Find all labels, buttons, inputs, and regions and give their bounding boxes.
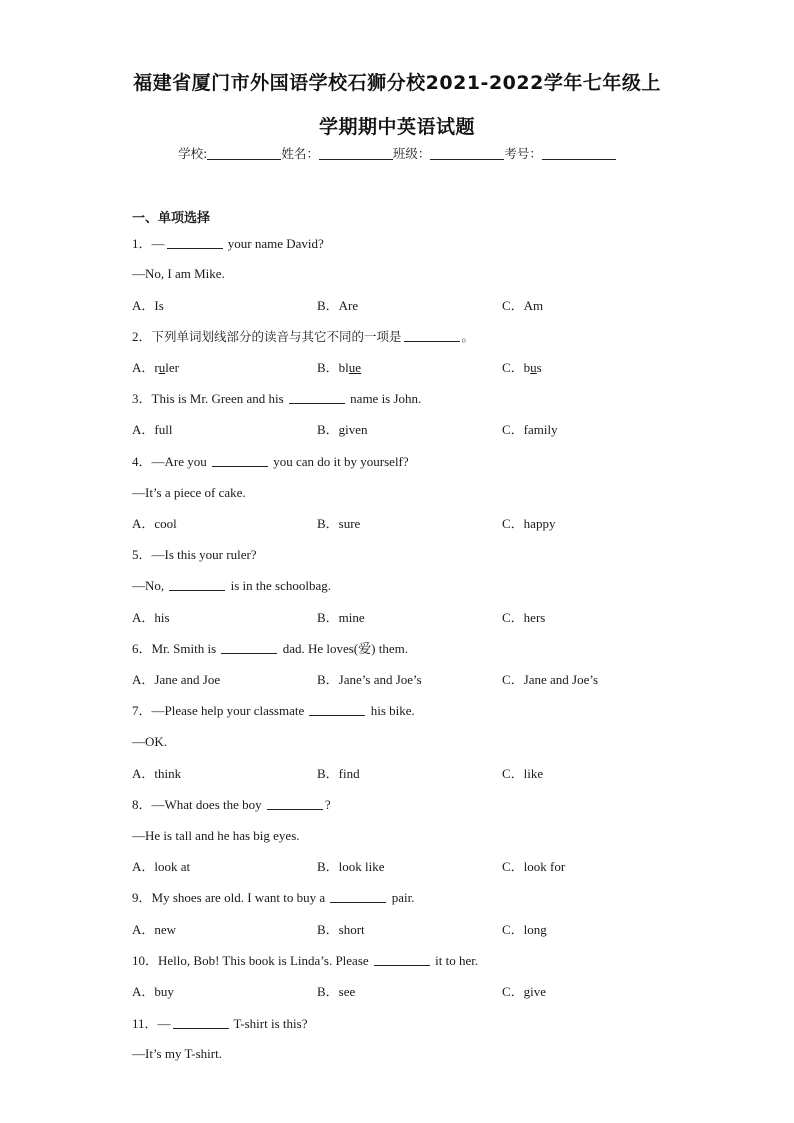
question-11-reply: —It’s my T-shirt.	[132, 1046, 222, 1061]
name-label: 姓名：	[281, 146, 319, 161]
answer-blank	[374, 953, 430, 966]
answer-blank	[309, 703, 365, 716]
q9-option-a: A．new	[132, 922, 177, 937]
number-blank	[542, 145, 616, 160]
question-4: 4．—Are you you can do it by yourself?	[132, 454, 409, 469]
q5-option-a: A．his	[132, 610, 170, 625]
question-3: 3．This is Mr. Green and his name is John.	[132, 391, 422, 406]
answer-blank	[173, 1016, 229, 1029]
question-2: 2．下列单词划线部分的读音与其它不同的一项是 。	[132, 329, 475, 344]
q6-option-a: A．Jane and Joe	[132, 672, 221, 687]
question-1-reply: —No, I am Mike.	[132, 266, 225, 281]
question-7: 7．—Please help your classmate his bike.	[132, 703, 415, 718]
q7-option-b: B．find	[317, 766, 360, 781]
q8-option-b: B．look like	[317, 859, 385, 874]
q4-option-b: B．sure	[317, 516, 361, 531]
question-8-reply: —He is tall and he has big eyes.	[132, 828, 300, 843]
answer-blank	[330, 890, 386, 903]
q10-option-c: C．give	[502, 984, 547, 999]
school-label: 学校:	[178, 146, 208, 161]
answer-blank	[267, 797, 323, 810]
q4-option-c: C．happy	[502, 516, 556, 531]
q5-option-b: B．mine	[317, 610, 365, 625]
q2-option-b: B．blue	[317, 360, 362, 375]
exam-title-line2: 学期期中英语试题	[318, 116, 475, 138]
q7-option-c: C．like	[502, 766, 544, 781]
q9-option-b: B．short	[317, 922, 365, 937]
q7-option-a: A．think	[132, 766, 182, 781]
answer-blank	[404, 329, 460, 342]
q9-option-c: C．long	[502, 922, 547, 937]
answer-blank	[212, 454, 268, 467]
q1-option-b: B．Are	[317, 298, 359, 313]
question-5-reply: —No, is in the schoolbag.	[132, 578, 332, 593]
q8-option-c: C．look for	[502, 859, 566, 874]
school-blank	[207, 145, 281, 160]
question-11: 11．— T-shirt is this?	[132, 1016, 308, 1031]
name-blank	[319, 145, 393, 160]
question-7-reply: —OK.	[132, 734, 168, 749]
question-4-reply: —It’s a piece of cake.	[132, 485, 246, 500]
q2-option-c: C．bus	[502, 360, 542, 375]
answer-blank	[289, 391, 345, 404]
question-10: 10．Hello, Bob! This book is Linda’s. Please it to her.	[132, 953, 479, 968]
class-blank	[430, 145, 504, 160]
question-6: 6．Mr. Smith is dad. He loves(爱) them.	[132, 641, 408, 656]
student-info-row	[0, 144, 794, 162]
class-label: 班级：	[392, 146, 431, 161]
q3-option-b: B．given	[317, 422, 368, 437]
question-5: 5．—Is this your ruler?	[132, 547, 257, 562]
q4-option-a: A．cool	[132, 516, 177, 531]
q8-option-a: A．look at	[132, 859, 191, 874]
answer-blank	[221, 641, 277, 654]
q1-option-a: A．Is	[132, 298, 164, 313]
q5-option-c: C．hers	[502, 610, 546, 625]
q3-option-a: A．full	[132, 422, 173, 437]
answer-blank	[167, 236, 223, 249]
q1-option-c: C．Am	[502, 298, 544, 313]
section-heading: 一、单项选择	[132, 211, 211, 226]
q2-option-a: A．ruler	[132, 360, 179, 375]
answer-blank	[169, 578, 225, 591]
question-1: 1．— your name David?	[132, 236, 324, 251]
number-label: 考号：	[504, 146, 542, 161]
question-8: 8．—What does the boy ?	[132, 797, 331, 812]
exam-title-line1: 福建省厦门市外国语学校石狮分校2021-2022学年七年级上	[133, 72, 661, 94]
q6-option-c: C．Jane and Joe’s	[502, 672, 599, 687]
q10-option-a: A．buy	[132, 984, 174, 999]
question-9: 9．My shoes are old. I want to buy a pair.	[132, 890, 415, 905]
q3-option-c: C．family	[502, 422, 558, 437]
q6-option-b: B．Jane’s and Joe’s	[317, 672, 422, 687]
q10-option-b: B．see	[317, 984, 356, 999]
